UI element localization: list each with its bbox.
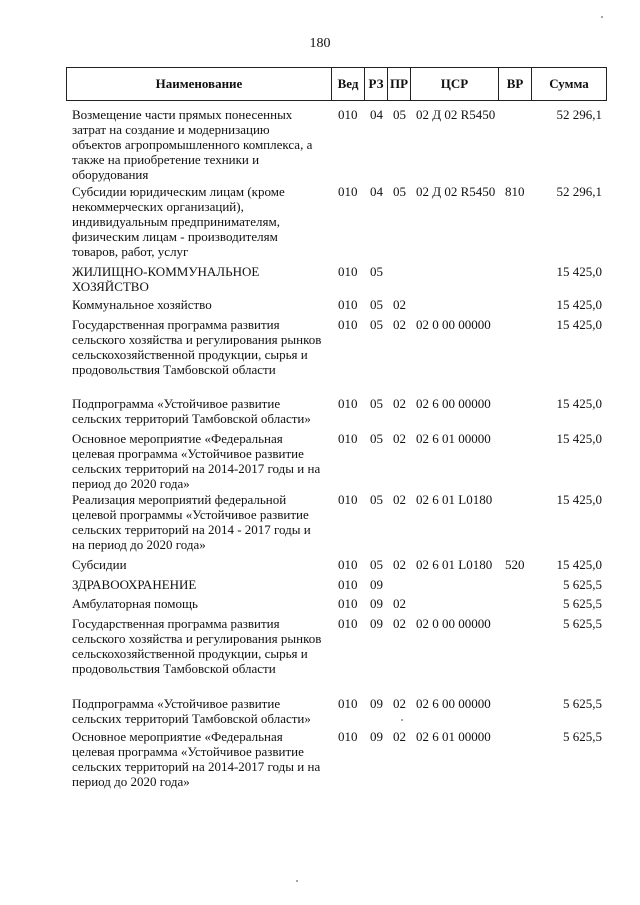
row-rz: 05 [370,396,383,411]
row-name: Субсидии [72,557,127,572]
row-vr: 810 [505,184,525,199]
col-header-name: Наименование [155,76,243,91]
scan-speck [296,880,298,882]
col-header-csr: ЦСР [410,68,498,100]
row-name: ЖИЛИЩНО-КОММУНАЛЬНОЕ ХОЗЯЙСТВО [72,264,260,294]
row-name: Государственная программа развития сельского хозяйства и регулирования рынков сельскохозяйственной продукции, сырья и продовольствия Тамбовской области [72,616,322,676]
row-vr: 520 [505,557,525,572]
row-pr: 05 [393,184,406,199]
row-ved: 010 [338,616,358,631]
row-csr: 02 Д 02 R5450 [416,107,496,122]
col-header-vr: ВР [498,68,531,100]
row-sum: 15 425,0 [556,557,602,572]
row-sum: 5 625,5 [563,577,602,592]
col-header-pr: ПР [387,68,410,100]
row-rz: 09 [370,577,383,592]
row-ved: 010 [338,729,358,744]
row-name: Коммунальное хозяйство [72,297,212,312]
row-rz: 09 [370,616,383,631]
row-pr: 02 [393,596,406,611]
row-name: Подпрограмма «Устойчивое развитие сельских территорий Тамбовской области» [72,396,311,426]
scan-speck [601,16,603,18]
row-csr: 02 6 01 00000 [416,431,491,446]
row-pr: 02 [393,297,406,312]
row-sum: 15 425,0 [556,492,602,507]
row-pr: 02 [393,396,406,411]
row-ved: 010 [338,317,358,332]
row-name: Основное мероприятие «Федеральная целевая программа «Устойчивое развитие сельских территорий на 2014-2017 годы и на период до 2020 года» [72,729,321,789]
row-csr: 02 0 00 00000 [416,616,491,631]
row-name: Основное мероприятие «Федеральная целевая программа «Устойчивое развитие сельских территорий на 2014-2017 годы и на период до 2020 года» [72,431,321,491]
row-ved: 010 [338,297,358,312]
row-pr: 02 [393,616,406,631]
row-ved: 010 [338,184,358,199]
row-csr: 02 6 01 L0180 [416,492,493,507]
row-name: Возмещение части прямых понесенных затрат на создание и модернизацию объектов агропромышленного комплекса, а также на приобретение техники и оборудования [72,107,313,182]
row-name: Государственная программа развития сельского хозяйства и регулирования рынков сельскохозяйственной продукции, сырья и продовольствия Тамбовской области [72,317,322,377]
row-rz: 04 [370,107,383,122]
row-sum: 15 425,0 [556,297,602,312]
page-number: 180 [309,36,331,51]
row-rz: 09 [370,696,383,711]
row-name: ЗДРАВООХРАНЕНИЕ [72,577,197,592]
row-sum: 52 296,1 [556,107,602,122]
row-rz: 04 [370,184,383,199]
col-header-ved: Вед [331,68,364,100]
row-csr: 02 Д 02 R5450 [416,184,496,199]
row-ved: 010 [338,577,358,592]
row-ved: 010 [338,492,358,507]
row-ved: 010 [338,596,358,611]
row-ved: 010 [338,107,358,122]
row-csr: 02 6 00 00000 [416,696,491,711]
row-csr: 02 6 01 00000 [416,729,491,744]
row-name: Амбулаторная помощь [72,596,198,611]
row-pr: 05 [393,107,406,122]
scan-speck [401,719,403,721]
row-rz: 05 [370,317,383,332]
row-pr: 02 [393,492,406,507]
row-rz: 05 [370,431,383,446]
row-pr: 02 [393,696,406,711]
row-sum: 5 625,5 [563,596,602,611]
row-sum: 15 425,0 [556,317,602,332]
row-name: Подпрограмма «Устойчивое развитие сельских территорий Тамбовской области» [72,696,311,726]
row-pr: 02 [393,729,406,744]
row-ved: 010 [338,431,358,446]
col-header-rz: РЗ [364,68,387,100]
row-ved: 010 [338,396,358,411]
row-sum: 15 425,0 [556,431,602,446]
row-sum: 52 296,1 [556,184,602,199]
row-rz: 05 [370,264,383,279]
table-header [66,67,607,101]
row-csr: 02 6 00 00000 [416,396,491,411]
row-sum: 5 625,5 [563,696,602,711]
row-rz: 05 [370,297,383,312]
row-pr: 02 [393,431,406,446]
row-rz: 09 [370,729,383,744]
row-pr: 02 [393,317,406,332]
row-rz: 09 [370,596,383,611]
row-sum: 15 425,0 [556,396,602,411]
row-rz: 05 [370,492,383,507]
row-sum: 5 625,5 [563,616,602,631]
row-sum: 15 425,0 [556,264,602,279]
row-ved: 010 [338,696,358,711]
row-name: Реализация мероприятий федеральной целевой программы «Устойчивое развитие сельских территорий на 2014 - 2017 годы и на период до 2020 года» [72,492,311,552]
col-header-sum: Сумма [531,68,606,100]
row-pr: 02 [393,557,406,572]
row-sum: 5 625,5 [563,729,602,744]
row-name: Субсидии юридическим лицам (кроме некоммерческих организаций), индивидуальным предпринимателям, физическим лицам - производителям товаров, работ, услуг [72,184,285,259]
row-rz: 05 [370,557,383,572]
row-ved: 010 [338,264,358,279]
row-csr: 02 0 00 00000 [416,317,491,332]
row-ved: 010 [338,557,358,572]
row-csr: 02 6 01 L0180 [416,557,493,572]
